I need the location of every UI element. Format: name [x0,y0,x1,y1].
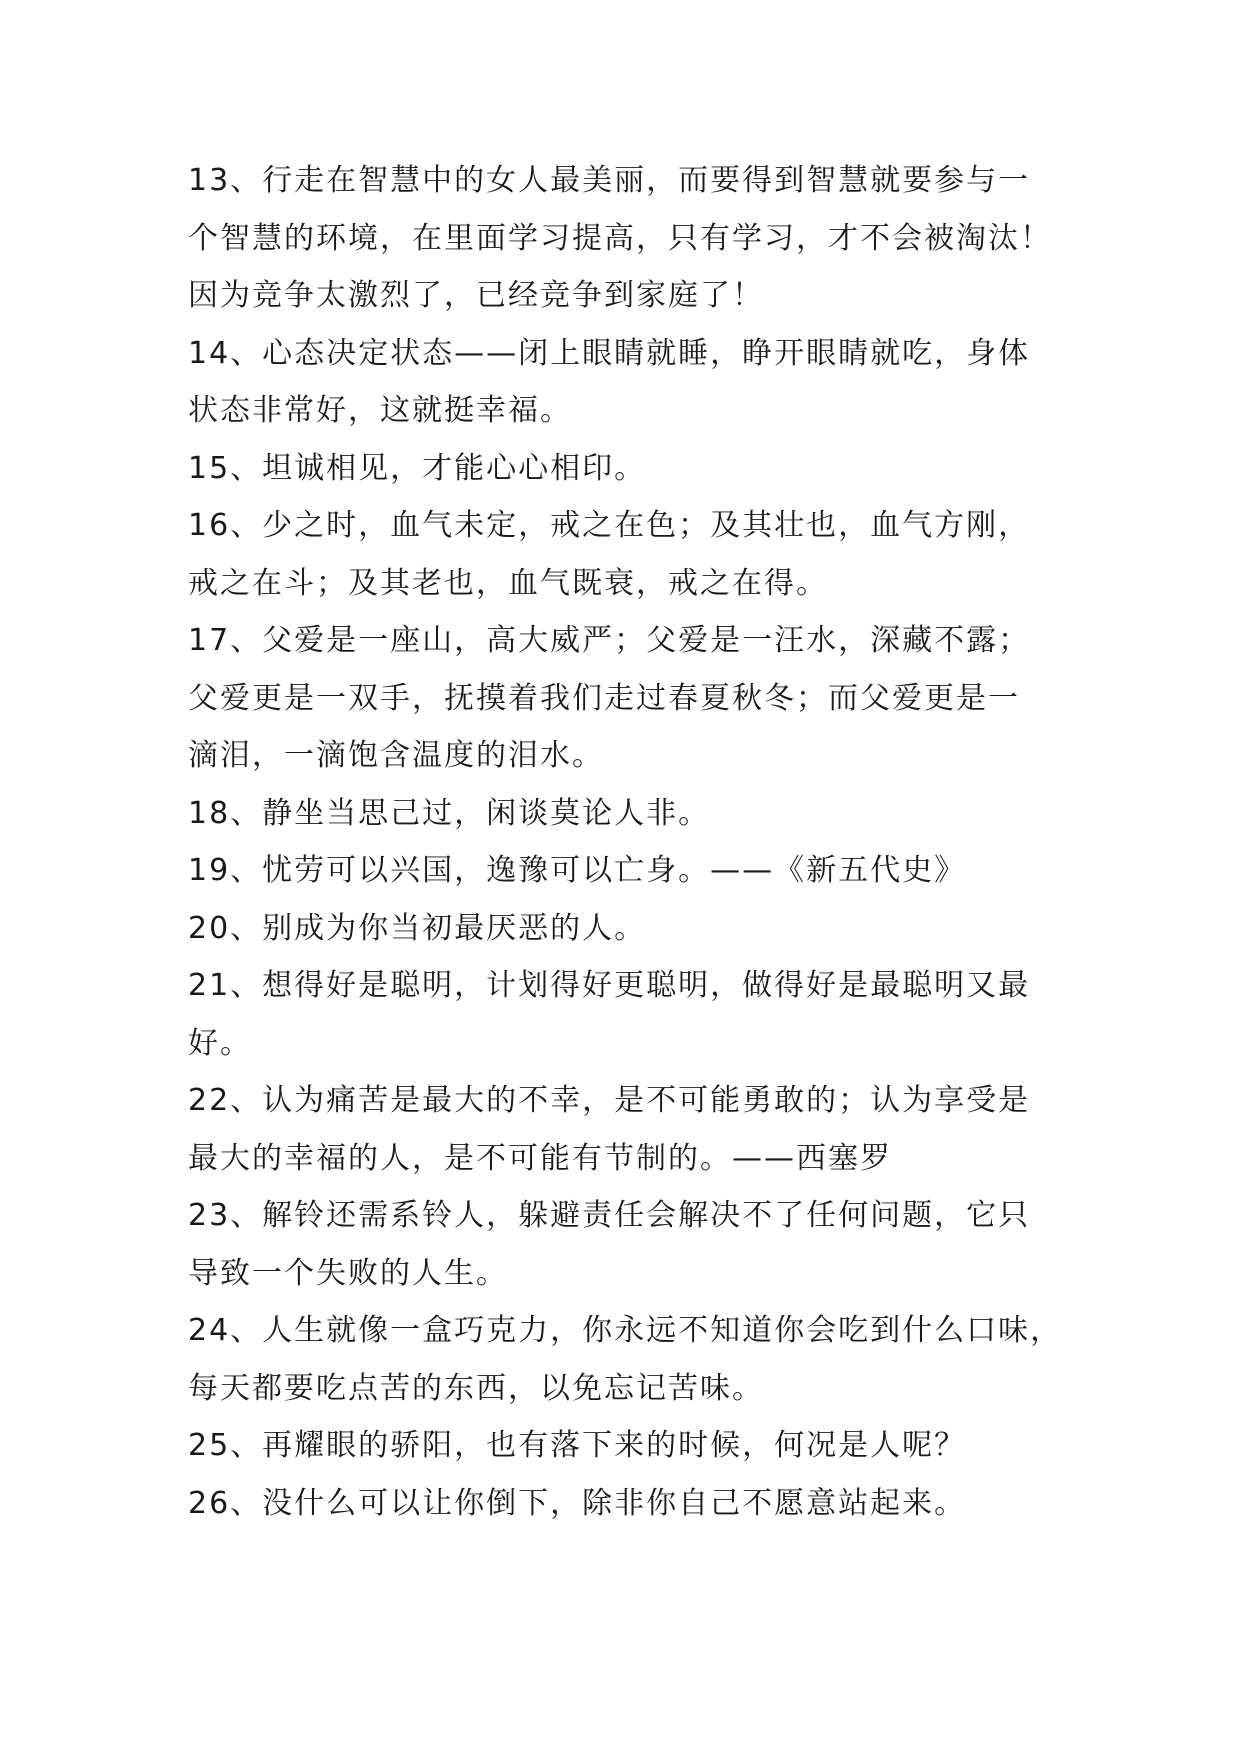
text-line: 21、想得好是聪明，计划得好更聪明，做得好是最聪明又最 [188,968,1031,1003]
text-line: 15、坦诚相见，才能心心相印。 [188,450,647,486]
text-line: 每天都要吃点苦的东西，以免忘记苦味。 [188,1370,764,1406]
text-line: 13、行走在智慧中的女人最美丽，而要得到智慧就要参与一 [188,163,1031,198]
text-line: 戒之在斗；及其老也，血气既衰，戒之在得。 [188,565,828,601]
text-line: 导致一个失败的人生。 [188,1255,508,1291]
text-line: 16、少之时，血气未定，戒之在色；及其壮也，血气方刚， [188,508,1031,543]
text-line: 26、没什么可以让你倒下，除非你自己不愿意站起来。 [188,1485,967,1521]
text-line: 14、心态决定状态——闭上眼睛就睡，睁开眼睛就吃，身体 [188,335,1031,371]
text-line: 状态非常好，这就挺幸福。 [188,393,572,428]
text-line: 18、静坐当思己过，闲谈莫论人非。 [188,795,711,831]
text-line: 20、别成为你当初最厌恶的人。 [188,910,647,946]
text-line: 最大的幸福的人，是不可能有节制的。——西塞罗 [188,1140,892,1176]
text-line: 19、忧劳可以兴国，逸豫可以亡身。——《新五代史》 [188,853,967,888]
text-line: 22、认为痛苦是最大的不幸，是不可能勇敢的；认为享受是 [188,1083,1031,1118]
text-line: 23、解铃还需系铃人，躲避责任会解决不了任何问题，它只 [188,1198,1031,1233]
text-line: 因为竞争太激烈了，已经竞争到家庭了！ [188,278,764,313]
text-line: 好。 [188,1025,252,1061]
text-line: 25、再耀眼的骄阳，也有落下来的时候，何况是人呢？ [188,1428,967,1463]
text-line: 24、人生就像一盒巧克力，你永远不知道你会吃到什么口味， [188,1313,1063,1348]
document-body [188,152,1068,1532]
text-line: 17、父爱是一座山，高大威严；父爱是一汪水，深藏不露； [188,623,1031,658]
text-line: 滴泪，一滴饱含温度的泪水。 [188,738,604,773]
text-line: 个智慧的环境，在里面学习提高，只有学习，才不会被淘汰！ [188,220,1052,256]
text-line: 父爱更是一双手，抚摸着我们走过春夏秋冬；而父爱更是一 [188,680,1020,716]
